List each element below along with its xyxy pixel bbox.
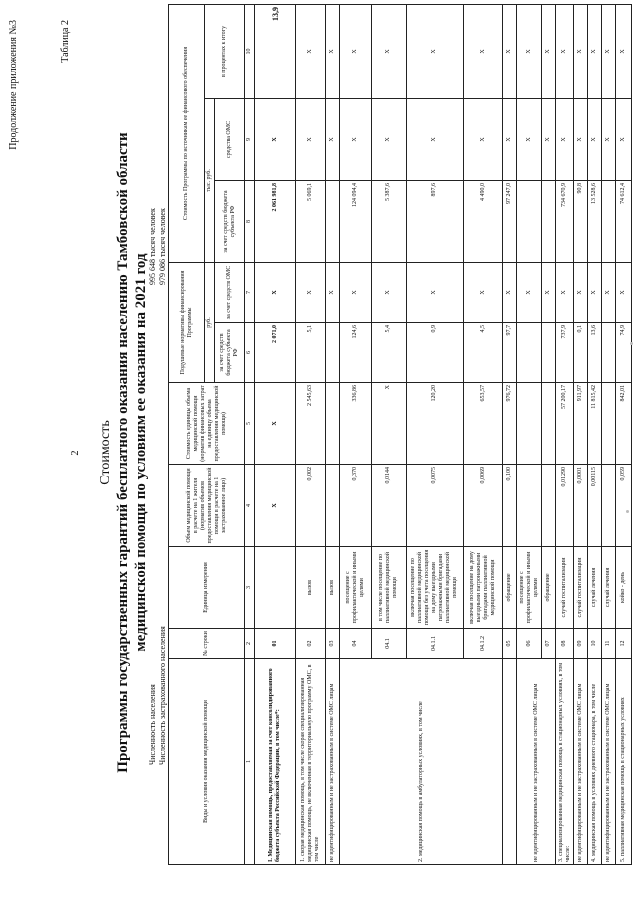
row-per-capita-budget: 2 071,0 [255, 323, 296, 383]
row-unit: случай госпитализации [556, 547, 574, 629]
row-program-oms: X [340, 99, 372, 181]
row-number: 11 [602, 629, 616, 659]
column-number: 10 [245, 4, 255, 98]
insured-population-value: 979 086 тысяч человек [158, 208, 167, 285]
row-program-budget: 5 069,1 [296, 181, 326, 263]
row-unit [255, 547, 296, 629]
row-volume: 0,002 [296, 465, 326, 547]
row-program-budget: 90,8 [574, 181, 588, 263]
row-per-capita-oms: X [372, 263, 406, 323]
row-number: 12 [615, 629, 631, 659]
table-row [517, 4, 542, 864]
table-row [615, 4, 631, 864]
row-volume: 0,0001 [574, 465, 588, 547]
table-row [340, 4, 372, 864]
column-number-row [245, 4, 255, 864]
column-number: 9 [245, 99, 255, 181]
row-program-budget [517, 181, 542, 263]
row-unit: включая посещение на дому выездными патронажными бригадами паллиативной медицинской помощи [464, 547, 503, 629]
row-cost-per-unit: 336,86 [340, 383, 372, 465]
row-name [503, 659, 517, 865]
header-type: Виды и условия оказания медицинской помощи [169, 659, 245, 865]
row-program-oms: X [602, 99, 616, 181]
row-cost-per-unit: 653,57 [464, 383, 503, 465]
row-per-capita-oms: X [326, 263, 340, 323]
row-number: 06 [517, 629, 542, 659]
header-program-cost: Стоимость Программы по источникам ее финансового обеспечения [169, 4, 205, 262]
row-per-capita-budget: 0,9 [406, 323, 463, 383]
table-row [296, 4, 326, 864]
row-program-budget: 5 387,6 [372, 181, 406, 263]
row-unit: обращение [503, 547, 517, 629]
row-cost-per-unit: X [255, 383, 296, 465]
row-number: 08 [556, 629, 574, 659]
row-cost-per-unit: 11 815,42 [588, 383, 602, 465]
population-values [148, 208, 168, 285]
table-row [574, 4, 588, 864]
table-row [556, 4, 574, 864]
row-name: 2. медицинская помощь в амбулаторных условиях, в том числе [340, 659, 503, 865]
header-cost-per-unit: Стоимость единицы объема медицинской помощи (норматив финансовых затрат на единицу объема предоставления медицинской помощи) [169, 383, 245, 465]
table-row [588, 4, 602, 864]
header-per-capita-unit: руб. [205, 263, 215, 383]
row-program-oms: X [406, 99, 463, 181]
row-percent: 13,9 [255, 4, 296, 98]
population-label: Численность населения [148, 684, 157, 765]
document-title-line-3: медицинской помощи по условиям ее оказания на 2021 год [133, 253, 149, 652]
table-row [326, 4, 340, 864]
row-volume [542, 465, 556, 547]
row-volume: 0,01290 [556, 465, 574, 547]
document-title-line-1: Стоимость [98, 420, 113, 485]
row-percent: X [542, 4, 556, 98]
row-per-capita-oms: X [517, 263, 542, 323]
row-cost-per-unit [326, 383, 340, 465]
column-number: 6 [245, 323, 255, 383]
row-volume [602, 465, 616, 547]
row-per-capita-oms: X [464, 263, 503, 323]
row-volume: 0,0075 [406, 465, 463, 547]
row-per-capita-oms: X [574, 263, 588, 323]
row-program-budget: 124 094,4 [340, 181, 372, 263]
row-cost-per-unit: 911,97 [574, 383, 588, 465]
row-volume: 0,0144 [372, 465, 406, 547]
row-cost-per-unit: 2 545,63 [296, 383, 326, 465]
row-cost-per-unit [602, 383, 616, 465]
row-name: 4. медицинская помощь в условиях дневного стационара, в том числе [588, 659, 602, 865]
row-percent: X [615, 4, 631, 98]
row-unit: случай госпитализации [574, 547, 588, 629]
row-program-budget [542, 181, 556, 263]
row-program-oms: X [556, 99, 574, 181]
row-program-budget: 897,6 [406, 181, 463, 263]
row-number: 07 [542, 629, 556, 659]
population-labels [148, 626, 168, 765]
row-per-capita-oms: X [340, 263, 372, 323]
row-program-oms: X [574, 99, 588, 181]
row-per-capita-budget [326, 323, 340, 383]
column-number: 1 [245, 659, 255, 865]
header-volume: Объем медицинской помощи в расчете на 1 жителя (норматив объемов предоставления медицинской помощи в расчете на 1 застрахованное лицо) [169, 465, 245, 547]
row-program-oms: X [326, 99, 340, 181]
row-program-oms: X [503, 99, 517, 181]
row-program-oms: X [255, 99, 296, 181]
row-name: I. Медицинская помощь, предоставляемая за счет консолидированного бюджета субъекта Российской Федерации, в том числе*: [255, 659, 296, 865]
row-program-budget: 4 490,0 [464, 181, 503, 263]
row-program-oms: X [296, 99, 326, 181]
row-per-capita-oms: X [406, 263, 463, 323]
row-cost-per-unit: 57 200,17 [556, 383, 574, 465]
row-program-oms: X [372, 99, 406, 181]
row-unit: посещение с профилактической и иными целями [340, 547, 372, 629]
row-per-capita-oms: X [296, 263, 326, 323]
row-volume: 0,370 [340, 465, 372, 547]
header-program-unit: тыс. руб. [205, 99, 215, 263]
table-label: Таблица 2 [60, 20, 71, 63]
table-row [503, 4, 517, 864]
header-unit: Единица измерения [169, 547, 245, 629]
row-per-capita-oms: X [615, 263, 631, 323]
row-number: 01 [255, 629, 296, 659]
document-title-line-2: Программы государственных гарантий бесплатного оказания населению Тамбовской области [115, 132, 131, 773]
header-per-capita-oms: за счет средств ОМС [215, 263, 245, 323]
header-per-capita-budget: за счет средств бюджета субъекта РФ [215, 323, 245, 383]
row-percent: X [406, 4, 463, 98]
row-program-oms: X [517, 99, 542, 181]
row-number: 03 [326, 629, 340, 659]
row-percent: X [326, 4, 340, 98]
row-unit: вызов [326, 547, 340, 629]
row-program-budget: 13 528,6 [588, 181, 602, 263]
row-name: 3. специализированная медицинская помощь в стационарных условиях, в том числе: [556, 659, 574, 865]
column-number: 2 [245, 629, 255, 659]
header-program-oms: средства ОМС [215, 99, 245, 181]
row-per-capita-budget: 737,9 [556, 323, 574, 383]
row-name: не идентифицированным и не застрахованным в системе ОМС лицам [602, 659, 616, 865]
row-unit: вызов [296, 547, 326, 629]
row-volume: X [255, 465, 296, 547]
column-number: 4 [245, 465, 255, 547]
row-per-capita-budget: 97,7 [503, 323, 517, 383]
row-unit: посещение с профилактической и иными целями [517, 547, 542, 629]
row-number: 02 [296, 629, 326, 659]
row-number: 04.1.1 [406, 629, 463, 659]
row-program-oms: X [542, 99, 556, 181]
row-per-capita-budget: 124,6 [340, 323, 372, 383]
row-program-budget: 97 247,0 [503, 181, 517, 263]
row-unit: в том числе посещение по паллиативной медицинской помощи [372, 547, 406, 629]
table-row [602, 4, 616, 864]
row-per-capita-oms: X [602, 263, 616, 323]
row-per-capita-budget: 13,6 [588, 323, 602, 383]
header-per-capita: Подушевые нормативы финансирования Программы [169, 263, 205, 383]
row-cost-per-unit [517, 383, 542, 465]
row-per-capita-budget [602, 323, 616, 383]
row-number: 04 [340, 629, 372, 659]
row-percent: X [296, 4, 326, 98]
row-volume: 0,059 [615, 465, 631, 547]
row-number: 04.1 [372, 629, 406, 659]
row-per-capita-oms: X [556, 263, 574, 323]
row-unit: случай лечения [602, 547, 616, 629]
row-per-capita-budget: 5,1 [296, 323, 326, 383]
row-name: не идентифицированным и не застрахованным в системе ОМС лицам [326, 659, 340, 865]
row-name: 1. скорая медицинская помощь, в том числе скорая специализированная медицинская помощь, не включенная в территориальную программу ОМС, в том числе [296, 659, 326, 865]
row-unit: обращение [542, 547, 556, 629]
row-number: 05 [503, 629, 517, 659]
scan-speck [626, 510, 629, 513]
row-percent: X [588, 4, 602, 98]
row-volume [326, 465, 340, 547]
row-per-capita-budget: 4,5 [464, 323, 503, 383]
row-unit: включая посещение по паллиативной медицинской помощи без учета посещения на дому выездными патронажными бригадами паллиативной медицинской помощи [406, 547, 463, 629]
row-percent: X [556, 4, 574, 98]
row-percent: X [517, 4, 542, 98]
row-program-budget: 74 612,4 [615, 181, 631, 263]
row-number: 09 [574, 629, 588, 659]
row-program-budget: 734 670,9 [556, 181, 574, 263]
column-number: 5 [245, 383, 255, 465]
row-per-capita-oms: X [255, 263, 296, 323]
row-unit: случай лечения [588, 547, 602, 629]
row-per-capita-oms: X [503, 263, 517, 323]
header-program-percent: в процентах к итогу [205, 4, 245, 98]
row-percent: X [602, 4, 616, 98]
column-number: 7 [245, 263, 255, 323]
row-percent: X [340, 4, 372, 98]
row-program-budget: 2 061 981,8 [255, 181, 296, 263]
row-per-capita-oms: X [542, 263, 556, 323]
insured-population-label: Численность застрахованного населения [158, 626, 167, 765]
row-volume: 0,100 [503, 465, 517, 547]
row-percent: X [464, 4, 503, 98]
row-percent: X [503, 4, 517, 98]
column-number: 3 [245, 547, 255, 629]
row-cost-per-unit: 842,01 [615, 383, 631, 465]
scan-speck [630, 342, 633, 345]
row-name: не идентифицированным и не застрахованным в системе ОМС лицам [517, 659, 556, 865]
appendix-note: Продолжение приложения №3 [8, 20, 19, 150]
row-unit: койко - день [615, 547, 631, 629]
row-program-budget [602, 181, 616, 263]
population-value: 995 648 тысяч человек [148, 208, 157, 285]
table-row [255, 4, 296, 864]
column-number: 8 [245, 181, 255, 263]
row-per-capita-budget: 5,4 [372, 323, 406, 383]
row-percent: X [372, 4, 406, 98]
page-number: 2 [70, 450, 81, 456]
row-cost-per-unit: 976,72 [503, 383, 517, 465]
cost-table [168, 4, 632, 865]
row-cost-per-unit [542, 383, 556, 465]
row-cost-per-unit: X [372, 383, 406, 465]
row-volume: 0,00115 [588, 465, 602, 547]
row-program-oms: X [464, 99, 503, 181]
row-program-oms: X [615, 99, 631, 181]
header-row-no: № строки [169, 629, 245, 659]
row-number: 10 [588, 629, 602, 659]
row-per-capita-budget: 0,1 [574, 323, 588, 383]
row-name: не идентифицированным и не застрахованным в системе ОМС лицам [574, 659, 588, 865]
row-per-capita-budget: 74,9 [615, 323, 631, 383]
row-percent: X [574, 4, 588, 98]
row-program-oms: X [588, 99, 602, 181]
row-volume: 0,0069 [464, 465, 503, 547]
row-per-capita-budget [517, 323, 542, 383]
row-number: 04.1.2 [464, 629, 503, 659]
row-program-budget [326, 181, 340, 263]
row-name: 5. паллиативная медицинская помощь в стационарных условиях [615, 659, 631, 865]
row-cost-per-unit: 120,20 [406, 383, 463, 465]
row-volume [517, 465, 542, 547]
row-per-capita-oms: X [588, 263, 602, 323]
row-per-capita-budget [542, 323, 556, 383]
header-program-budget: за счет средств бюджета субъекта РФ [215, 181, 245, 263]
